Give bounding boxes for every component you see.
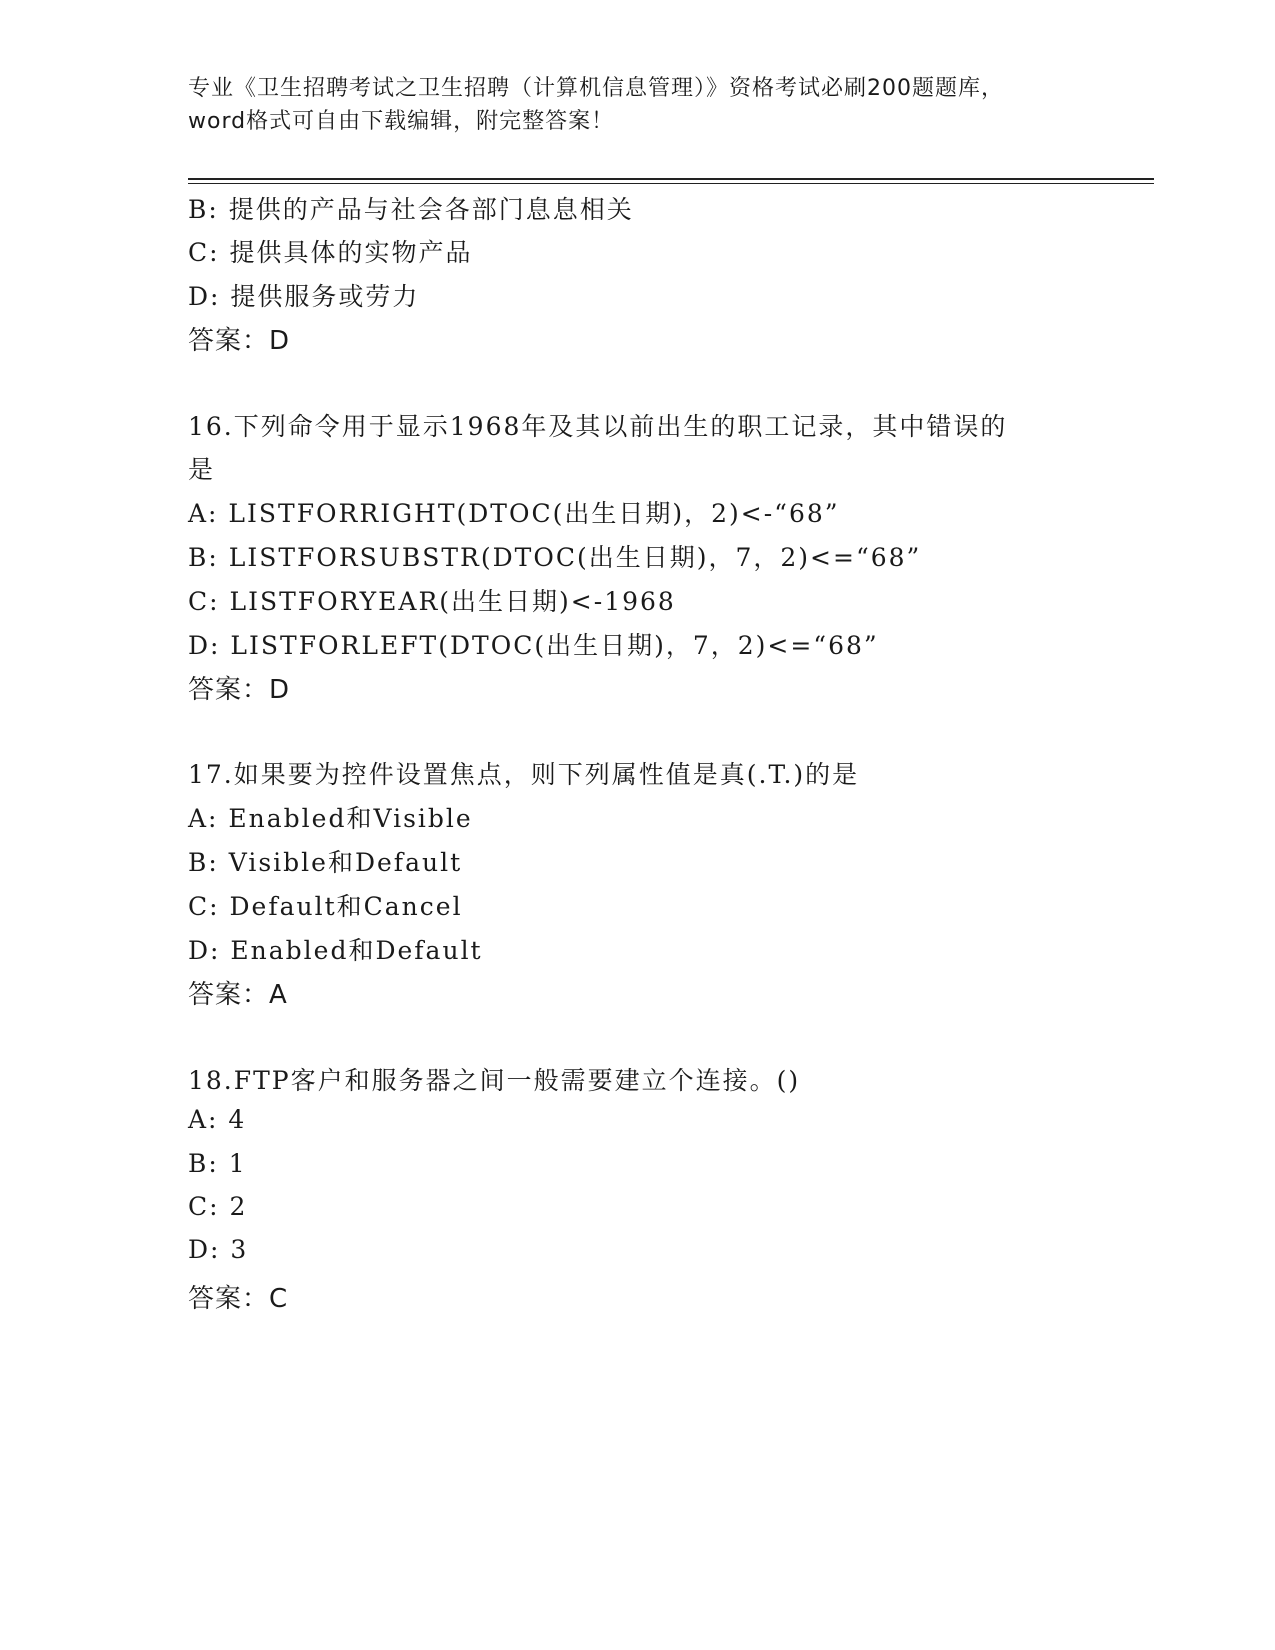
q18-answer: 答案：C — [188, 1284, 289, 1314]
q18-option-a: A: 4 — [188, 1105, 247, 1134]
header-divider-thick — [188, 178, 1154, 180]
q15-option-c: C: 提供具体的实物产品 — [188, 238, 473, 267]
q15-option-b: B: 提供的产品与社会各部门息息相关 — [188, 195, 634, 224]
q15-option-d: D: 提供服务或劳力 — [188, 282, 420, 311]
q17-option-b: B: Visible和Default — [188, 848, 463, 877]
q16-option-b: B: LISTFORSUBSTR(DTOC(出生日期)，7，2)<=“68” — [188, 543, 922, 572]
q18-option-b: B: 1 — [188, 1149, 247, 1178]
q16-option-c: C: LISTFORYEAR(出生日期)<-1968 — [188, 587, 676, 616]
q17-option-a: A: Enabled和Visible — [188, 804, 473, 833]
q17-stem: 17.如果要为控件设置焦点，则下列属性值是真(.T.)的是 — [188, 760, 860, 789]
q15-answer: 答案：D — [188, 326, 291, 356]
q18-stem: 18.FTP客户和服务器之间一般需要建立个连接。() — [188, 1066, 801, 1095]
header-line-2: word格式可自由下载编辑，附完整答案！ — [188, 109, 615, 134]
q18-option-d: D: 3 — [188, 1235, 249, 1264]
q16-answer: 答案：D — [188, 675, 291, 705]
header-line-1: 专业《卫生招聘考试之卫生招聘（计算机信息管理）》资格考试必刷200题题库， — [188, 76, 1004, 101]
q16-stem-line-2: 是 — [188, 455, 216, 484]
q17-option-c: C: Default和Cancel — [188, 892, 463, 921]
q16-stem-line-1: 16.下列命令用于显示1968年及其以前出生的职工记录，其中错误的 — [188, 412, 1008, 441]
q18-option-c: C: 2 — [188, 1192, 248, 1221]
document-header — [188, 72, 1088, 138]
q17-answer: 答案：A — [188, 980, 288, 1010]
header-divider-thin — [188, 183, 1154, 184]
q16-option-a: A: LISTFORRIGHT(DTOC(出生日期)，2)<-“68” — [188, 499, 840, 528]
q16-option-d: D: LISTFORLEFT(DTOC(出生日期)，7，2)<=“68” — [188, 631, 879, 660]
q17-option-d: D: Enabled和Default — [188, 936, 483, 965]
